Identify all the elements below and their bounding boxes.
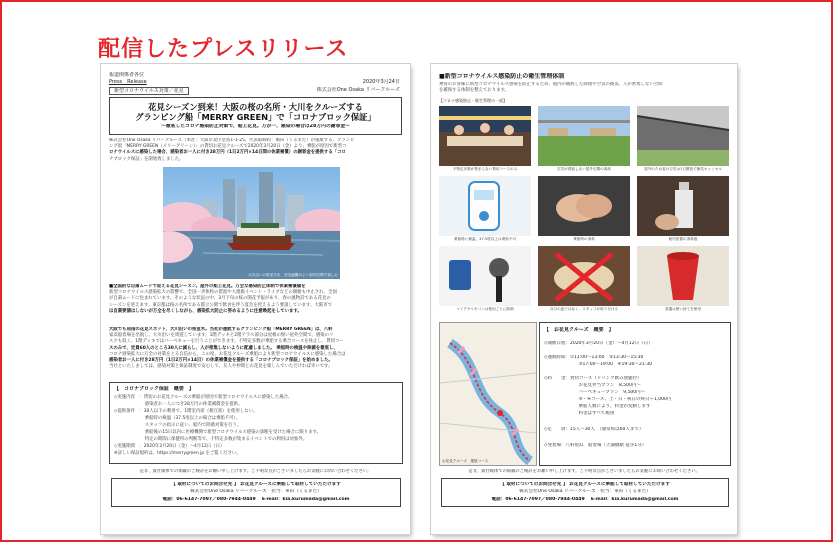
doc-type: Press Release [109,79,147,85]
press-release-page-2 [431,64,737,534]
release-date: 2020年3月24日 [362,79,400,85]
cruise-row: ◇料 金：貸切コース（ドリンク飲み放題付） [544,376,642,381]
cruise-row: ◇開催日程：2020年3月20日（金）～4月12日（日） [544,341,653,346]
contact-box [441,478,729,507]
section-line: を確保する体制を整えております。 [439,88,509,94]
sanitizer-bottle-image [637,176,729,236]
photo-temperature-check [439,176,531,236]
cruise-overview-title: 【 お花見クルーズ 概要 】 [544,327,614,333]
guarantee-title: 【 コロナブロック保証 概要 】 [114,386,194,392]
lead-line: 株式会社One Osaka リバークルーズ（本社：大阪市北区堂島1-1-25、代表取締役：堀田（くるまだ）が運航する、グランピ [109,138,355,143]
lead-line: ロナウイルスに感染した場合、感染者お一人に付き28万円（1日2万円×14日間の休業補償）の謝罪金を提供する「コロ [109,150,346,156]
recipients: 報道関係者各位 [109,72,145,78]
section-title: ■新型コロナウイルス感染防止の衛生管理体制 [439,73,565,80]
paragraph-line: は自粛要請はしないが万全を尽くしながら、感染拡大防止に努めるように注意喚起をしています。 [109,308,302,314]
footer-note: 是非、貴社媒体での掲載のご検討をお願い申し上げます。ご不明な点がございましたらお気軽にお問い合わせください。 [139,469,372,474]
footer-note: 是非、貴社媒体での掲載のご検討をお願い申し上げます。ご不明な点がございましたらお気軽にお問い合わせください。 [468,469,700,474]
cruise-row: ◇発着場：八軒屋浜 船着場（天満橋駅 徒歩1分） [544,443,647,448]
cruise-row: ◇定 員：15人～30人 （通常時は60人まで） [544,427,644,432]
paragraph-line: コロナ感染拡大に万全の対策をとる自信から、この度、お花見クルーズ乗船により新型コロナウイルスに感染した場合は [109,351,346,357]
paragraph-line: スクも低く、1階デッキではバーベキューを行うことができます。不特定多数が乗船する乗合コースを休止し、貸切コー [109,339,344,345]
paragraph-background [109,284,401,316]
disposable-cup-image [637,246,729,306]
guarantee-line: ◇実施内容 ：貸切のお花見クルーズの乗船が原因で新型コロナウイルスに感染した場合、 [114,395,293,400]
company-name: 株式会社One Osaka リバークルーズ [316,87,400,93]
paragraph-line: シーズンを迎えます。東京都は桜の名所である都立公園で飲食を伴う宴会を控えるよう要請しています。大阪市で [109,302,333,308]
cruise-row: ③・④コース、土・日・祝日の終日＋1,000円 [574,397,672,402]
contact-phone-email: 電話：06-6147-7097／080-7944-0449 E-mail：kia.kurumada@gmail.com [491,497,679,502]
paragraph-line: 当社といたしましては、感染対策と保証制度で安心して、友人や仲間とお花見を楽しんでいただければ幸いです。 [109,364,333,370]
thermometer-image [439,176,531,236]
section-text [439,82,731,96]
photo-sanitizer [637,176,729,236]
rooftop-terrace-image [538,106,630,166]
paragraph-merry-green [109,327,401,372]
guarantee-line: ◇提供条件 ：30人以下の利用で、1階室内席（相互席）を使用しない。 [114,409,258,414]
cruise-photo [163,167,340,279]
photo-no-self-serve [538,246,630,306]
guarantee-line: 感染者お一人につき28万円の休業補償金を提供。 [114,402,243,407]
paragraph-line: スのみで、定員60人のところ30人に減らし、人が密集しないように配慮しました。 乗船時の検温や除菌を徹底し、 [109,345,338,351]
paragraph-line: が自粛ムードに包まれています。そのような状況の中、3月下旬の桜の開花予報があり、春の風物詩である花見の [109,296,331,302]
contact-box [111,478,401,507]
paragraph-heading: ■全国的な自粛ムードで迎える花見シーズン。屋外の船上花見。万全な感染防止体制で休業補償額を [109,284,306,289]
contact-phone-email: 電話：06-6147-7097／080-7944-0449 E-mail：kia.kurumada@gmail.com [162,497,350,502]
subheadline: ～徹底したコロナ感染防止対策で、船上花見。万が一、感染の場合は28万円の謝罪金～ [161,124,350,129]
lead-paragraph [109,138,401,164]
photo-caption: 乗船時の消毒 [573,237,595,241]
cruise-row: ③17:00～19:00 ④19:30～21:30 [574,362,652,367]
photo-ventilation [637,106,729,166]
no-buffet-image [538,246,630,306]
route-map [439,322,537,466]
guarantee-line: スタッフの指示に従い、船内で除菌対策を行う。 [114,423,242,428]
photo-caption: 食器は使い捨てを使用 [665,307,701,311]
cruise-row: バーベキュープラン 9,500円～ [574,390,646,395]
guarantee-box [109,382,403,464]
cruise-row: 料金はすべて税別 [574,411,615,416]
photo-chartered-course [439,106,531,166]
title-box [109,97,402,135]
deck-dining-image [439,106,531,166]
guarantee-line: 乗船後の15日以内に医療機関で新型コロナウイルス感染の診断を受けた場合に限ります。 [114,430,321,435]
photo-caption: 自分の皿ではなく、スタッフが取り分ける [549,307,619,311]
river-skyline-image [163,167,340,279]
photo-caption: 大川沿いの桜並木を、至近距離のよい船内空間で楽しむ [248,272,338,277]
contact-title: 【 取材についてのお問合せ先 】 お花見クルーズに乗船して取材していただけます [171,482,341,487]
page-title: 配信したプレスリリース [98,37,349,62]
lead-line: ング船「MERRY GREEN（メリーグリーン）」の貸切お花見クルーズで2020年3月20日（金）より、乗船が原因で新型コ [109,144,347,150]
photo-caption: 空気が滞留しない屋外空間の客席 [557,167,611,171]
photo-grid-label: 【コロナ感染防止・衛生管理の一部】 [439,98,507,103]
photo-open-air-seats [538,106,630,166]
paragraph-line: 家浜船着場を出航し、大川沿いを周遊しています。1階デッキと2階テラス部分は屋根の無い屋外空間で、感染のリ [109,333,334,339]
press-release-page-1 [101,64,410,534]
guarantee-link[interactable]: ※詳しい保証規約は、https://merrygreen.jp をご覧ください。 [114,451,241,456]
contact-title: 【 取材についてのお問合せ先 】 お花見クルーズに乗船して取材していただけます [500,482,670,487]
guarantee-line: 特定の期間に保健所の判断等で、不特定多数が集まるイベントでの利用は対象外。 [114,437,308,442]
photo-microphone [439,246,531,306]
category-tag: 新型コロナウイルス対策／花見 [109,87,189,95]
lead-line: ナブロック保証」を開始致しました。 [109,156,184,162]
photo-caption: 乗船時に検温、37.5度以上は乗船不可 [454,237,516,241]
canopy-image [637,106,729,166]
hands-sanitizing-image [538,176,630,236]
paragraph-line: 大阪でも屈指の花見スポット、大川沿いの桜並木。当社が運航するグランピング船「MERRY GREEN」は、八軒 [109,327,333,332]
cruise-overview-box [539,322,731,466]
guarantee-details [114,394,398,460]
photo-caption: 船内設置の消毒液 [668,237,698,241]
photo-caption: 不特定多数が集まらない貸切コースのみ [452,167,518,171]
guarantee-line: 乗船時の検温（37.5度以上の場合は乗船不可）。 [114,416,241,421]
contact-company: 株式会社One Osaka リバークルーズ 担当：車田（くるまだ） [519,489,651,494]
contact-company: 株式会社One Osaka リバークルーズ 担当：車田（くるまだ） [190,489,322,494]
cruise-row: ◇運航時間：①11:00～13:00 ②13:30～15:30 [544,355,644,360]
photo-hand-disinfection [538,176,630,236]
river-route-map-image [440,323,536,465]
guarantee-line: ◇実施期間 ：2020年3月20日（金）～4月12日（日） [114,444,225,449]
photo-caption: マイクやリモコンは使用ごとに除菌 [456,307,514,311]
photo-caption: 屋外のため窓の空気は1日開放で換気キャンセル [644,167,722,171]
headline-1: 花見シーズン到来！大阪の桜の名所・大川をクルーズする [148,102,363,112]
cruise-row: お花見弁当プラン 8,500円～ [574,383,641,388]
section-line: 乗客のお客様に新型コロナウイルス感染を防止するため、船内の徹底した除菌や空気の換気、人が密集しない空間 [439,82,663,87]
cruise-row: 乗船人数により、料金が変動します [574,404,651,409]
map-caption: お花見クルーズ 運航コース [442,458,489,463]
photo-disposable-tableware [637,246,729,306]
paragraph-line: 感染者お一人に付き28万円（1日2万円×14日）の休業補償金を提供する「コロナブロック保証」を始めました。 [109,358,333,364]
paragraph-line: 新型コロナウイルス感染拡大の影響で、全国一斉休校の措置や大規模イベント・ライブなどの開催も中止され、全国 [109,290,337,296]
headline-2: グランピング船「MERRY GREEN」で「コロナブロック保証」 [135,112,376,122]
microphone-image [439,246,531,306]
